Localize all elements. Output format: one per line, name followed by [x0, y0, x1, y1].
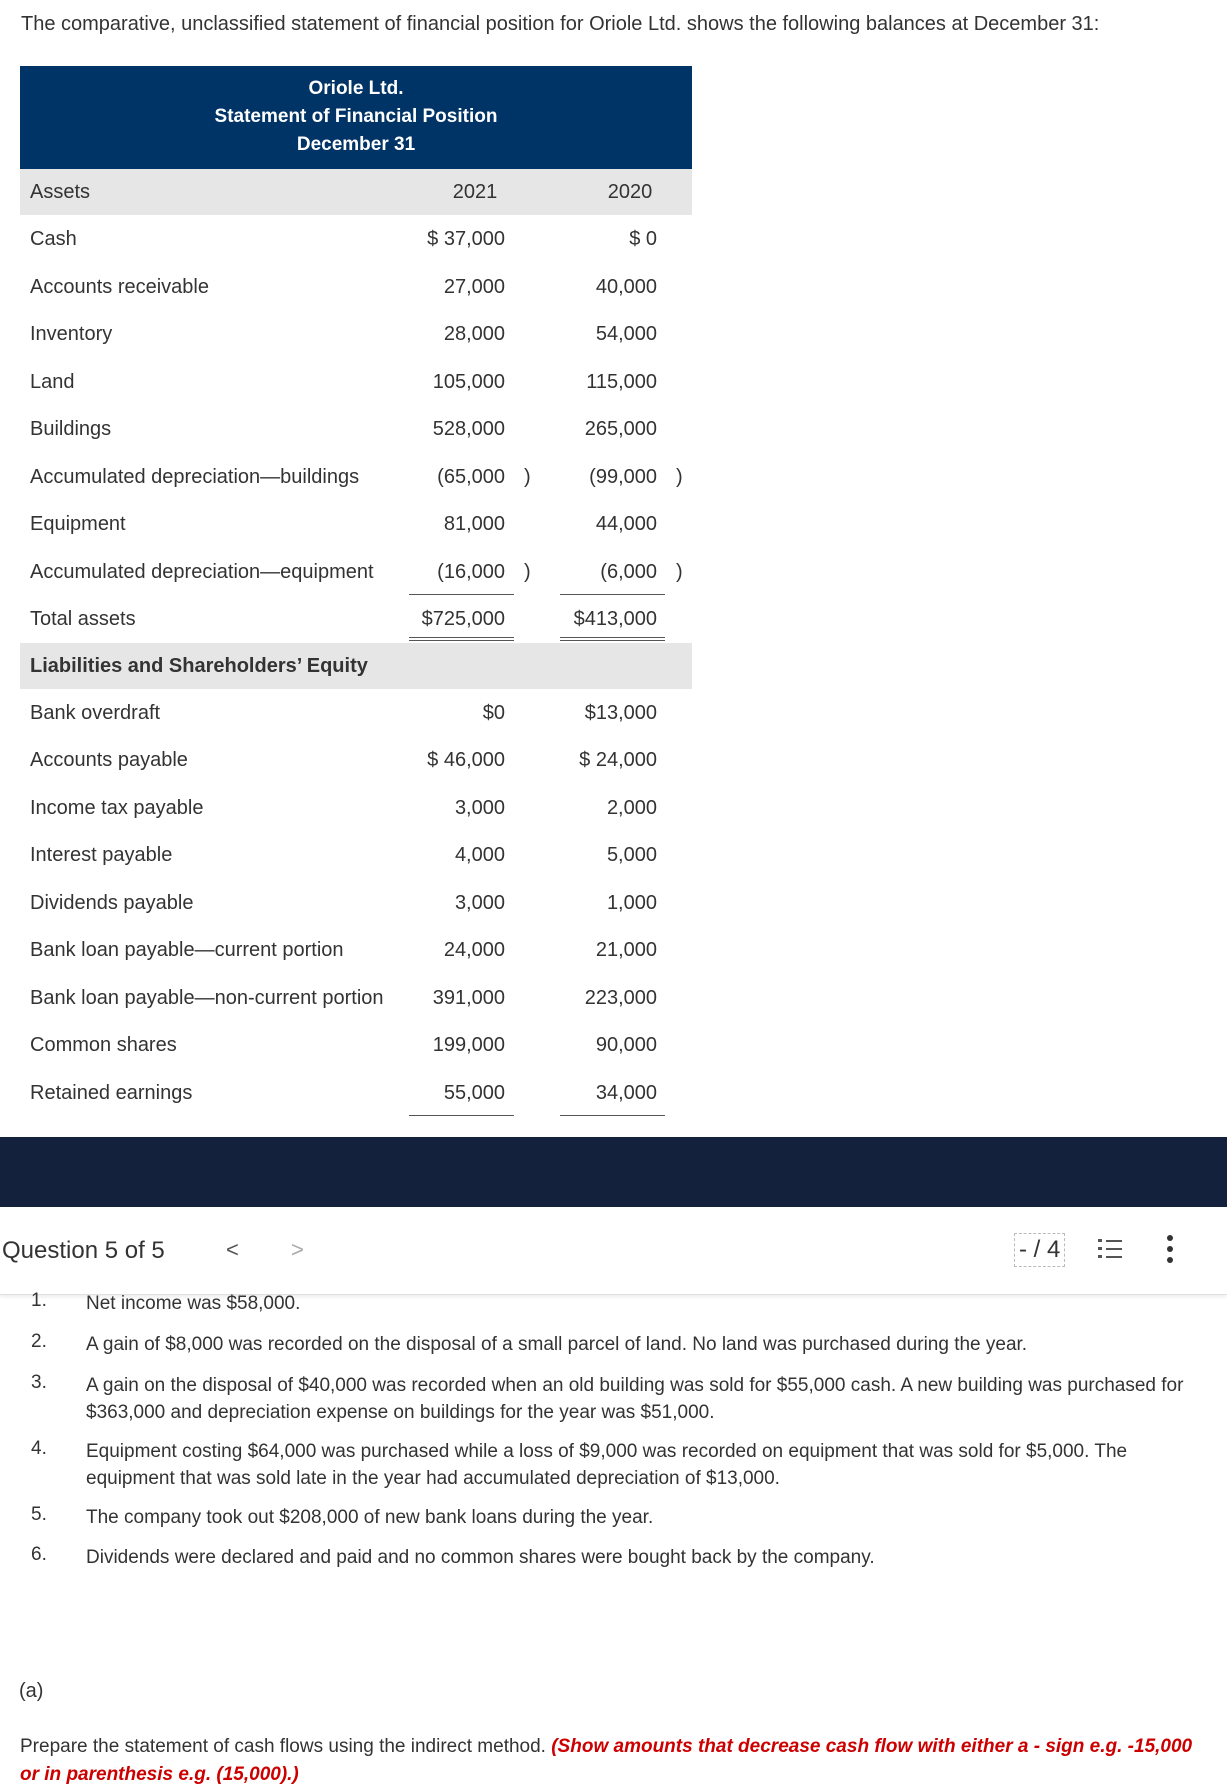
row-label: Interest payable [30, 844, 173, 866]
value-2020: 21,000 [595, 939, 657, 961]
value-2021: 3,000 [454, 891, 505, 914]
value-2021: $ 37,000 [427, 228, 505, 250]
value-2020: $ 0 [629, 228, 657, 250]
row-label: Bank overdraft [30, 701, 161, 724]
value-2020: 265,000 [584, 418, 657, 440]
table-row [20, 215, 692, 263]
item-text: The company took out $208,000 of new bank loans during the year. [86, 1507, 654, 1528]
value-2021: 3,000 [454, 796, 505, 819]
item-number: 3. [31, 1372, 47, 1393]
row-label: Buildings [30, 418, 112, 440]
paren-close: ) [676, 560, 683, 583]
value-2021: $725,000 [421, 608, 505, 630]
assets-header: Assets [30, 181, 91, 203]
row-label: Bank loan payable—current portion [30, 939, 344, 961]
instruction-main: Prepare the statement of cash flows using the indirect method. [20, 1736, 546, 1757]
row-label: Dividends payable [30, 891, 194, 914]
question-title: Question 5 of 5 [2, 1237, 165, 1264]
item-number: 5. [31, 1504, 47, 1525]
previous-question-button[interactable]: < [226, 1237, 239, 1262]
value-2021: 199,000 [432, 1034, 505, 1056]
item-text: Dividends were declared and paid and no common shares were bought back by the company. [86, 1547, 875, 1568]
table-row [20, 358, 692, 406]
row-label: Cash [30, 228, 77, 250]
year-2021-header: 2021 [452, 181, 498, 203]
value-2020: 44,000 [595, 513, 657, 535]
row-label: Accumulated depreciation—equipment [30, 560, 374, 583]
row-label: Land [30, 370, 75, 393]
value-2021: 24,000 [443, 939, 505, 961]
item-number: 6. [31, 1544, 47, 1565]
value-2020: 5,000 [606, 844, 657, 866]
item-number: 4. [31, 1438, 47, 1459]
value-2021: (16,000 [437, 560, 505, 583]
value-2020: 2,000 [606, 796, 657, 819]
table-row [20, 974, 692, 1022]
table-row [20, 879, 692, 927]
paren-close: ) [524, 560, 531, 583]
table-header [20, 66, 692, 169]
next-question-button[interactable]: > [291, 1237, 304, 1262]
row-label: Total assets [30, 608, 136, 630]
item-text: Equipment costing $64,000 was purchased while a loss of $9,000 was recorded on equipment that was sold for $5,000. The equipment that was sold late in the year had accumulated depreciation of $13,000. [86, 1441, 1128, 1489]
instruction-note: (Show amounts that decrease cash flow with either a - sign e.g. -15,000 or in parenthesis e.g. (15,000).) [20, 1736, 1193, 1785]
underline [560, 1115, 665, 1116]
value-2020: 90,000 [595, 1034, 657, 1056]
table-row [20, 263, 692, 311]
item-text: A gain on the disposal of $40,000 was recorded when an old building was sold for $55,000 cash. A new building was purchased for $363,000 and depreciation expense on buildings for the year was $51,000. [86, 1375, 1184, 1423]
navigation-banner [0, 1137, 1227, 1207]
row-label: Retained earnings [30, 1081, 193, 1104]
value-2020: 34,000 [595, 1081, 657, 1104]
table-row [20, 736, 692, 784]
row-label: Common shares [30, 1034, 177, 1056]
value-2020: 40,000 [595, 275, 657, 298]
year-2020-header: 2020 [607, 181, 653, 203]
row-label: Inventory [30, 323, 113, 345]
value-2021: 55,000 [443, 1081, 505, 1104]
table-row [20, 405, 692, 453]
more-options-icon[interactable] [1164, 1233, 1176, 1265]
double-underline [560, 637, 665, 641]
part-label: (a) [19, 1680, 44, 1702]
value-2020: $13,000 [584, 701, 657, 724]
value-2020: $413,000 [573, 608, 657, 630]
table-row [20, 453, 692, 501]
value-2020: 54,000 [595, 323, 657, 345]
underline [409, 1115, 514, 1116]
value-2020: (6,000 [600, 560, 657, 583]
value-2021: (65,000 [437, 465, 505, 488]
intro-text: The comparative, unclassified statement of financial position for Oriole Ltd. shows the following balances at December 31: [21, 13, 1100, 35]
value-2021: $0 [482, 701, 505, 724]
table-row [20, 310, 692, 358]
item-number: 2. [31, 1331, 47, 1352]
value-2020: 115,000 [586, 370, 657, 393]
liabilities-header: Liabilities and Shareholders’ Equity [30, 654, 368, 677]
value-2020: 223,000 [584, 986, 657, 1009]
item-text: Net income was $58,000. [86, 1293, 301, 1314]
table-row [20, 926, 692, 974]
paren-close: ) [676, 465, 683, 488]
row-label: Accounts receivable [30, 275, 209, 298]
value-2021: $ 46,000 [427, 749, 505, 771]
value-2021: 528,000 [432, 418, 505, 440]
value-2021: 27,000 [443, 275, 505, 298]
financial-position-table [20, 66, 692, 1116]
table-row [20, 1069, 692, 1117]
table-row [20, 831, 692, 879]
table-row [20, 784, 692, 832]
table-row [20, 595, 692, 643]
item-number: 1. [31, 1290, 47, 1311]
row-label: Bank loan payable—non-current portion [30, 986, 384, 1009]
paren-close: ) [524, 465, 531, 488]
item-text: A gain of $8,000 was recorded on the disposal of a small parcel of land. No land was purchased during the year. [86, 1334, 1028, 1355]
instruction-text [20, 1733, 1210, 1789]
table-row [20, 1021, 692, 1069]
question-list-icon[interactable] [1096, 1235, 1124, 1263]
row-label: Income tax payable [30, 796, 204, 819]
value-2020: $ 24,000 [579, 749, 657, 771]
double-underline [409, 637, 514, 641]
row-label: Accumulated depreciation—buildings [30, 465, 360, 488]
value-2021: 28,000 [443, 323, 505, 345]
value-2020: 1,000 [606, 891, 657, 914]
value-2021: 105,000 [432, 370, 505, 393]
value-2021: 4,000 [454, 844, 505, 866]
table-row [20, 500, 692, 548]
value-2021: 391,000 [432, 986, 505, 1009]
assets-header-row [20, 169, 692, 215]
table-row [20, 548, 692, 596]
liabilities-header-row [20, 643, 692, 689]
table-row [20, 689, 692, 737]
score-display: - / 4 [1014, 1233, 1065, 1267]
statement-date: December 31 [296, 134, 416, 155]
row-label: Accounts payable [30, 749, 188, 771]
value-2020: (99,000 [589, 465, 657, 488]
value-2021: 81,000 [443, 513, 505, 535]
statement-title: Statement of Financial Position [214, 106, 498, 127]
company-name: Oriole Ltd. [308, 78, 404, 99]
question-bar [0, 1207, 1227, 1295]
row-label: Equipment [30, 513, 126, 535]
